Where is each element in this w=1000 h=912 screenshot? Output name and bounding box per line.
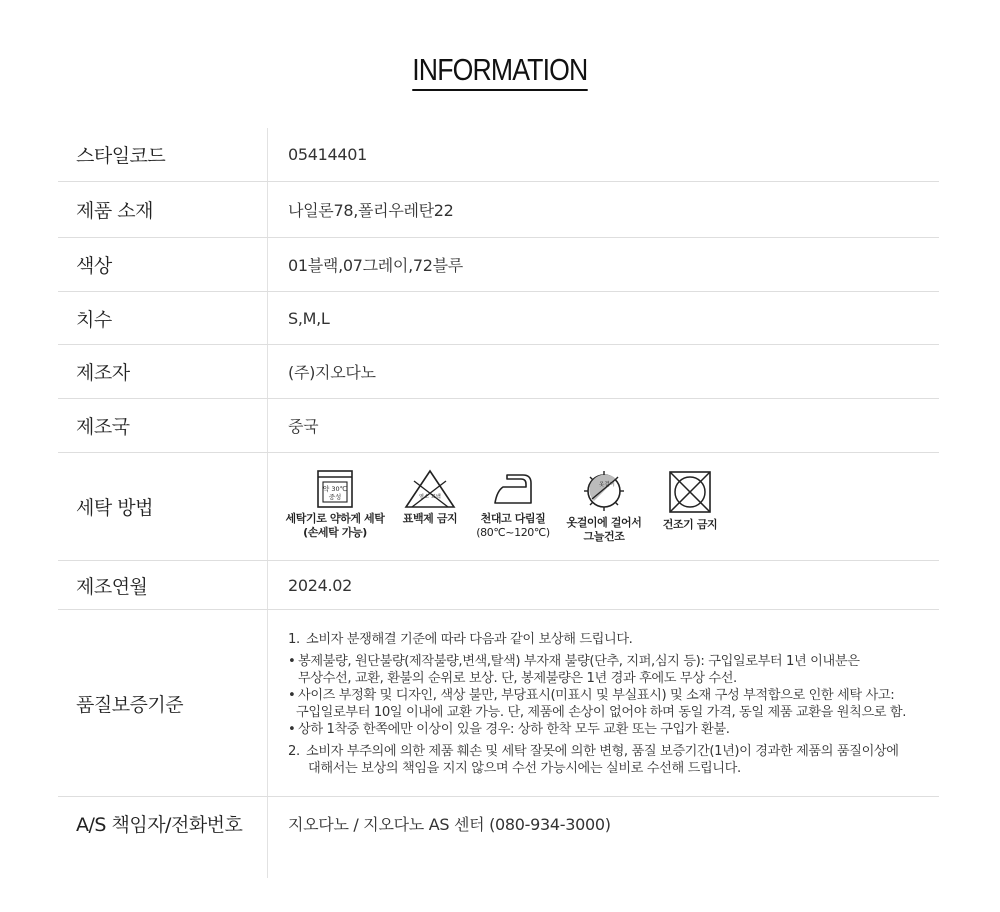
quality-item-2-line2: 대해서는 보상의 책임을 지지 않으며 수선 가능시에는 실비로 수선해 드립니다. <box>308 760 741 776</box>
hand-wash-30-icon <box>315 469 355 509</box>
quality-bullet-2-line2: 구입일로부터 10일 이내에 교환 가능. 단, 제품에 손상이 없어야 하며 동일 가격, 동일 제품 교환을 원칙으로 함. <box>296 704 907 720</box>
quality-number-1: 1. <box>288 631 300 647</box>
wash-item <box>473 469 553 540</box>
row-maker <box>58 345 939 399</box>
wash-caption-line2: (손세탁 가능) <box>303 526 367 539</box>
wash-caption <box>286 512 385 540</box>
quality-text <box>267 613 906 794</box>
wash-caption <box>663 518 718 532</box>
wash-caption-line1: 옷걸이에 걸어서 <box>566 516 642 529</box>
wash-caption-line2: 그늘건조 <box>583 530 625 543</box>
info-table <box>58 128 939 849</box>
wash-caption <box>566 516 641 544</box>
wash-item <box>283 469 387 540</box>
page-title: INFORMATION <box>412 52 587 91</box>
maker-value: (주)지오다노 <box>288 363 376 382</box>
row-country <box>58 399 939 453</box>
quality-bullet-3-line1: 상하 1착중 한쪽에만 이상이 있을 경우: 상하 한착 모두 교환 또는 구입가 환불. <box>298 721 730 737</box>
country-value: 중국 <box>288 417 319 436</box>
iron-icon <box>491 469 535 509</box>
wash-icons <box>267 469 733 544</box>
quality-bullet-1-line2: 무상수선, 교환, 환불의 순위로 보상. 단, 봉제불량은 1년 경과 후에도 무상 수선. <box>298 670 737 686</box>
row-material <box>58 182 939 238</box>
wash-caption-line1: 천대고 다림질 <box>480 512 546 525</box>
hanger-tag: 옷걸이 <box>599 482 615 488</box>
maker-label: 제조자 <box>76 362 130 384</box>
row-size <box>58 292 939 345</box>
date-value: 2024.02 <box>288 575 353 595</box>
as-label: A/S 책임자/전화번호 <box>76 813 243 836</box>
wash-caption <box>476 512 550 540</box>
material-value: 나일론78,폴리우레탄22 <box>288 201 454 220</box>
quality-bullet-1-line1: 봉제불량, 원단불량(제작불량,변색,탈색) 부자재 불량(단추, 지퍼,심지 등): 구입일로부터 1년 이내분은 <box>298 653 860 669</box>
quality-item-2 <box>288 743 906 777</box>
size-label: 치수 <box>76 308 112 331</box>
material-label: 제품 소재 <box>76 200 153 222</box>
quality-item-1-text: 소비자 분쟁해결 기준에 따라 다음과 같이 보상해 드립니다. <box>306 631 633 647</box>
no-bleach-icon <box>403 469 457 509</box>
quality-number-2: 2. <box>288 743 300 759</box>
color-label: 색상 <box>76 255 112 277</box>
size-value: S,M,L <box>288 308 330 328</box>
row-washing <box>58 453 939 561</box>
wash-item <box>655 469 725 532</box>
as-value: 지오다노 / 지오다노 AS 센터 (080-934-3000) <box>288 814 611 834</box>
washing-label: 세탁 방법 <box>76 497 153 519</box>
row-date <box>58 561 939 610</box>
bullet-mark: • <box>288 687 296 703</box>
row-color <box>58 238 939 292</box>
row-quality <box>58 610 939 797</box>
wash-tag-temp: 약 30℃ <box>323 485 347 493</box>
no-tumble-dry-icon <box>667 469 713 515</box>
quality-bullet-3 <box>288 721 906 738</box>
quality-label: 품질보증기준 <box>76 693 184 716</box>
row-style-code <box>58 128 939 182</box>
bleach-tag-bleach: 표백 <box>431 494 441 500</box>
style-code-value: 05414401 <box>288 145 368 164</box>
row-as <box>58 797 939 849</box>
quality-bullet-2 <box>288 687 906 721</box>
quality-bullet-1 <box>288 653 906 687</box>
hang-dry-shade-icon <box>582 469 626 513</box>
title-wrap <box>0 52 1000 91</box>
style-code-label: 스타일코드 <box>76 145 166 167</box>
bleach-tag-chlorine: 염소 <box>419 494 429 500</box>
wash-caption-line1: 표백제 금지 <box>402 512 458 525</box>
quality-bullet-2-line1: 사이즈 부정확 및 디자인, 색상 불만, 부당표시(미표시 및 부실표시) 및 소재 구성 부적합으로 인한 세탁 사고: <box>298 687 895 703</box>
date-label: 제조연월 <box>76 575 148 598</box>
quality-item-1 <box>288 631 906 648</box>
wash-caption-line1: 세탁기로 약하게 세탁 <box>285 512 385 525</box>
wash-tag-neutral: 중성 <box>328 493 342 501</box>
wash-item <box>561 469 647 544</box>
country-label: 제조국 <box>76 416 130 438</box>
wash-caption-line2: (80℃~120℃) <box>476 526 550 539</box>
wash-caption <box>403 512 458 526</box>
quality-item-2-line1: 소비자 부주의에 의한 제품 훼손 및 세탁 잘못에 의한 변형, 품질 보증기간(1년)이 경과한 제품의 품질이상에 <box>306 743 899 759</box>
wash-caption-line1: 건조기 금지 <box>662 518 718 531</box>
color-value: 01블랙,07그레이,72블루 <box>288 256 463 275</box>
bullet-mark: • <box>288 653 296 669</box>
bullet-mark: • <box>288 721 296 737</box>
wash-item <box>395 469 465 526</box>
